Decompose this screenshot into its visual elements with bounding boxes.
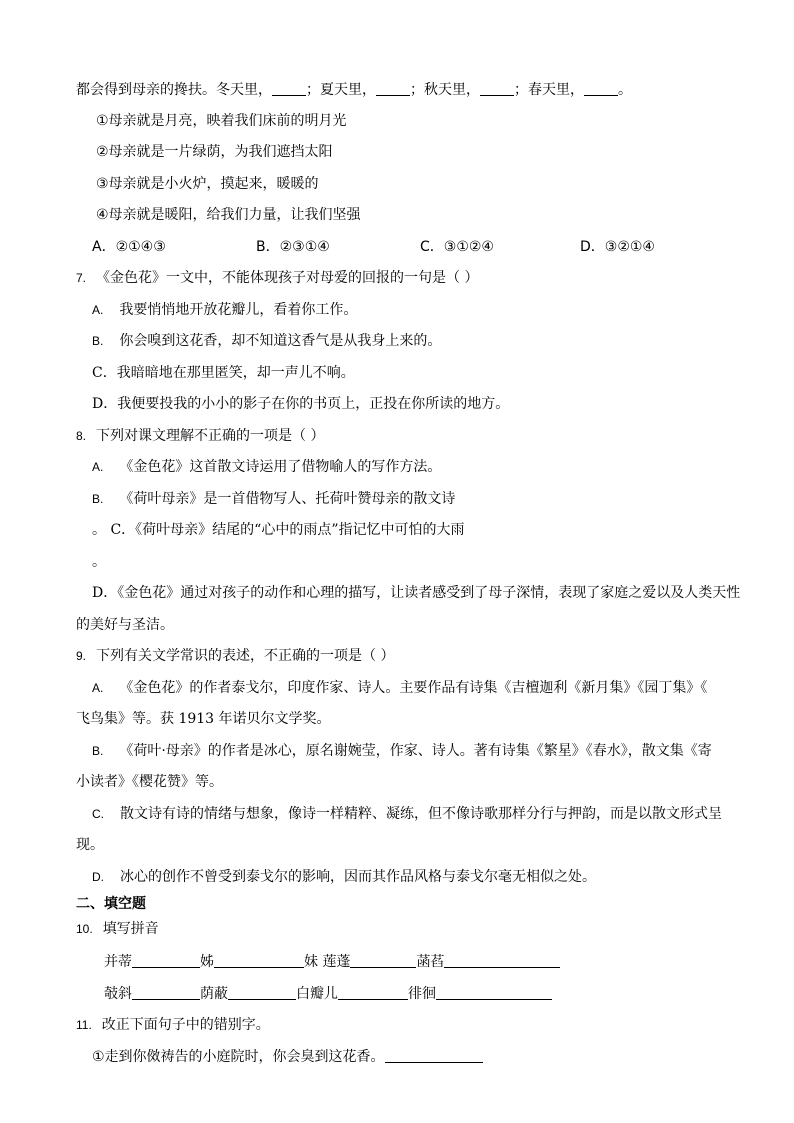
q6-choice-a[interactable]: A．②①④③ — [92, 239, 166, 255]
q7-option-c[interactable]: C．我暗暗地在那里匿笑，却一声儿不响。 — [92, 365, 355, 381]
blank-summer[interactable] — [376, 81, 410, 96]
q9-option-a-cont: 飞鸟集》等。获 1913 年诺贝尔文学奖。 — [76, 711, 331, 727]
q6-choice-c[interactable]: C．③①②④ — [420, 239, 494, 255]
q9-option-c[interactable]: C. 散文诗有诗的情绪与想象，像诗一样精粹、凝练，但不像诗歌那样分行与押韵，而是以散文形式呈 — [92, 806, 722, 822]
section-title-fill-blank: 二、填空题 — [76, 896, 146, 912]
q8-option-c[interactable]: 。 C．《荷叶母亲》结尾的“心中的雨点”指记忆中可怕的大雨 — [92, 522, 465, 538]
q11-stem: 11. 改正下面句子中的错别字。 — [76, 1017, 270, 1033]
q6-item-3: ③母亲就是小火炉，摸起来，暖暖的 — [96, 176, 319, 192]
pinyin-blank[interactable] — [132, 953, 200, 968]
q10-row-1: 并蒂 姊 妹 莲蓬 菡萏 — [104, 952, 560, 972]
pinyin-blank[interactable] — [214, 953, 304, 968]
q8-option-d[interactable]: D．《金色花》通过对孩子的动作和心理的描写，让读者感受到了母子深情，表现了家庭之爱以及人类天性 — [92, 585, 741, 601]
pinyin-blank[interactable] — [444, 953, 560, 968]
pinyin-blank[interactable] — [350, 953, 416, 968]
q8-option-c-end: 。 — [92, 554, 106, 570]
q8-option-b[interactable]: B. 《荷叶母亲》是一首借物写人、托荷叶赞母亲的散文诗 — [92, 491, 456, 507]
q10-stem: 10. 填写拼音 — [76, 921, 159, 937]
q9-option-c-cont: 现。 — [76, 837, 104, 853]
q8-stem: 8. 下列对课文理解不正确的一项是（ ） — [76, 428, 325, 444]
pinyin-blank[interactable] — [436, 985, 552, 1000]
pinyin-blank[interactable] — [132, 985, 200, 1000]
q7-stem: 7. 《金色花》一文中，不能体现孩子对母爱的回报的一句是（ ） — [76, 270, 479, 286]
q9-option-b[interactable]: B. 《荷叶·母亲》的作者是冰心，原名谢婉莹，作家、诗人。著有诗集《繁星》《春水》，散文集《寄 — [92, 743, 712, 759]
q10-row-2: 攲斜 荫蔽 白瓣儿 徘徊 — [104, 984, 552, 1004]
q6-choice-b[interactable]: B．②③①④ — [256, 239, 330, 255]
blank-winter[interactable] — [272, 81, 306, 96]
q6-choice-d[interactable]: D．③②①④ — [580, 239, 655, 255]
q6-stem: 都会得到母亲的搀扶。冬天里， ；夏天里， ；秋天里， ；春天里， 。 — [76, 82, 632, 98]
answer-blank[interactable] — [385, 1048, 483, 1063]
pinyin-blank[interactable] — [228, 985, 296, 1000]
q8-option-d-cont: 的美好与圣洁。 — [76, 617, 174, 633]
q11-item-1: ①走到你傚祷告的小庭院时，你会臭到这花香。 — [92, 1047, 483, 1067]
q7-option-a[interactable]: A. 我要悄悄地开放花瓣儿，看着你工作。 — [92, 302, 358, 318]
pinyin-blank[interactable] — [338, 985, 408, 1000]
q7-option-d[interactable]: D．我便要投我的小小的影子在你的书页上，正投在你所读的地方。 — [92, 396, 510, 412]
q6-item-4: ④母亲就是暖阳，给我们力量，让我们坚强 — [96, 207, 361, 223]
q6-item-2: ②母亲就是一片绿荫，为我们遮挡太阳 — [96, 144, 333, 160]
q9-stem: 9. 下列有关文学常识的表述，不正确的一项是（ ） — [76, 648, 395, 664]
q8-option-a[interactable]: A. 《金色花》这首散文诗运用了借物喻人的写作方法。 — [92, 459, 442, 475]
q6-item-1: ①母亲就是月亮，映着我们床前的明月光 — [96, 113, 347, 129]
q9-option-b-cont: 小读者》《樱花赞》等。 — [76, 774, 223, 790]
q9-option-d[interactable]: D. 冰心的创作不曾受到泰戈尔的影响，因而其作品风格与泰戈尔毫无相似之处。 — [92, 869, 596, 885]
q9-option-a[interactable]: A. 《金色花》的作者泰戈尔，印度作家、诗人。主要作品有诗集《吉檀迦利《新月集》《园丁集》《 — [92, 680, 708, 696]
blank-spring[interactable] — [584, 81, 618, 96]
blank-autumn[interactable] — [480, 81, 514, 96]
q7-option-b[interactable]: B. 你会嗅到这花香，却不知道这香气是从我身上来的。 — [92, 333, 442, 349]
